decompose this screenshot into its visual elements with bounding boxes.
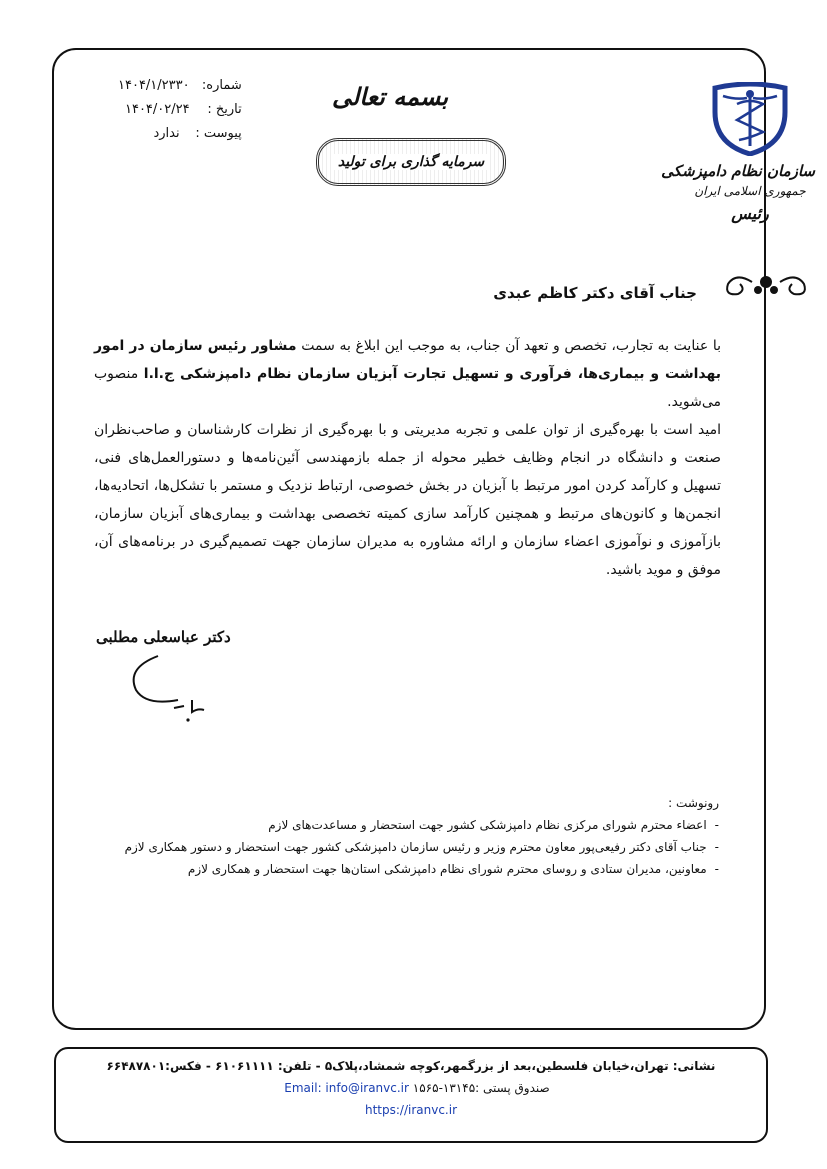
date-label: تاریخ : xyxy=(207,102,242,117)
cc-item: -اعضاء محترم شورای مرکزی نظام دامپزشکی کشور جهت استحضار و مساعدت‌های لازم xyxy=(268,818,719,832)
paragraph-appointment xyxy=(94,332,721,416)
cc-section xyxy=(125,792,719,880)
org-country: جمهوری اسلامی ایران xyxy=(694,184,806,198)
letter-number xyxy=(118,74,242,98)
letter-attachment xyxy=(118,122,242,146)
footer-address: نشانی: تهران،خیابان فلسطین،بعد از بزرگمهر،کوچه شمشاد،پلاک۵ - تلفن: ۶۱۰۶۱۱۱۱ - فکس:۶۶۴۸۷۸۰۱ xyxy=(106,1059,716,1073)
org-block xyxy=(661,82,815,223)
footer-website-link[interactable]: https://iranvc.ir xyxy=(364,1103,458,1117)
attachment-label: پیوست : xyxy=(195,126,242,141)
slogan-banner xyxy=(316,138,506,186)
org-name: سازمان نظام دامپزشکی xyxy=(661,162,815,180)
letter-date xyxy=(118,98,242,122)
recipient-line: جناب آقای دکتر کاظم عبدی xyxy=(493,284,697,302)
p1-start: با عنایت به تجارب، تخصص و تعهد آن جناب، به موجب این ابلاغ به سمت xyxy=(296,338,721,354)
p1-end: منصوب می‌شوید. xyxy=(94,366,721,410)
footer-email-link[interactable]: Email: info@iranvc.ir xyxy=(284,1081,409,1095)
ornament-icon xyxy=(722,270,810,302)
attachment-value: ندارد xyxy=(153,126,180,141)
number-value: ۱۴۰۴/۱/۲۳۳۰ xyxy=(118,78,190,93)
cc-title: رونوشت : xyxy=(668,796,719,810)
number-label: شماره: xyxy=(201,78,242,93)
footer-contact-row xyxy=(56,1081,766,1095)
footer-box xyxy=(54,1047,768,1143)
p1-position-title: مشاور رئیس سازمان در امور بهداشت و بیماری‌ها، فرآوری و تسهیل تجارت آبزیان سازمان نظام دامپزشکی ج.ا.ا xyxy=(94,338,721,382)
signature-scribble-icon xyxy=(118,650,228,726)
cc-list xyxy=(125,814,719,880)
bismillah-heading: بسمه تعالی xyxy=(331,82,449,111)
date-value: ۱۴۰۴/۰۲/۲۴ xyxy=(124,102,190,117)
caduceus-logo-icon xyxy=(709,82,791,156)
slogan-text: سرمایه گذاری برای تولید xyxy=(332,154,490,170)
paragraph-duties: امید است با بهره‌گیری از توان علمی و تجربه مدیریتی و با بهره‌گیری از نظرات کارشناسان و صاحب‌نظران صنعت و دانشگاه در انجام وظایف خطیر محوله از جمله بازمهندسی آئین‌نامه‌ها و دستورالعمل‌های فنی، تسهیل و کارآمد کردن امور مرتبط با آبزیان در بخش خصوصی، ارتباط نزدیک و مستمر با تشکل‌ها، اتحادیه‌ها، انجمن‌ها و کانون‌های مرتبط و همچنین کارآمد سازی کمیته تخصصی بهداشت و بیماری‌های آبزیان سازمان، بازآموزی و نوآموزی اعضاء سازمان و ارائه مشاوره به مدیران سازمان جهت تصمیم‌گیری در برنامه‌های آن، موفق و موید باشید. xyxy=(94,422,721,578)
letter-meta xyxy=(118,74,242,146)
footer-pobox: صندوق پستی :۱۳۱۴۵-۱۵۶۵ xyxy=(412,1081,550,1095)
cc-item: -جناب آقای دکتر رفیعی‌پور معاون محترم وزیر و رئیس سازمان دامپزشکی کشور جهت استحضار و دستور همکاری لازم xyxy=(124,840,719,854)
cc-item: -معاونین، مدیران ستادی و روسای محترم شورای نظام دامپزشکی استان‌ها جهت استحضار و همکاری لازم xyxy=(187,862,719,876)
letter-body xyxy=(94,332,721,584)
org-role-title: رئیس xyxy=(731,204,769,223)
signatory-name: دکتر عباسعلی مطلبی xyxy=(96,628,231,646)
